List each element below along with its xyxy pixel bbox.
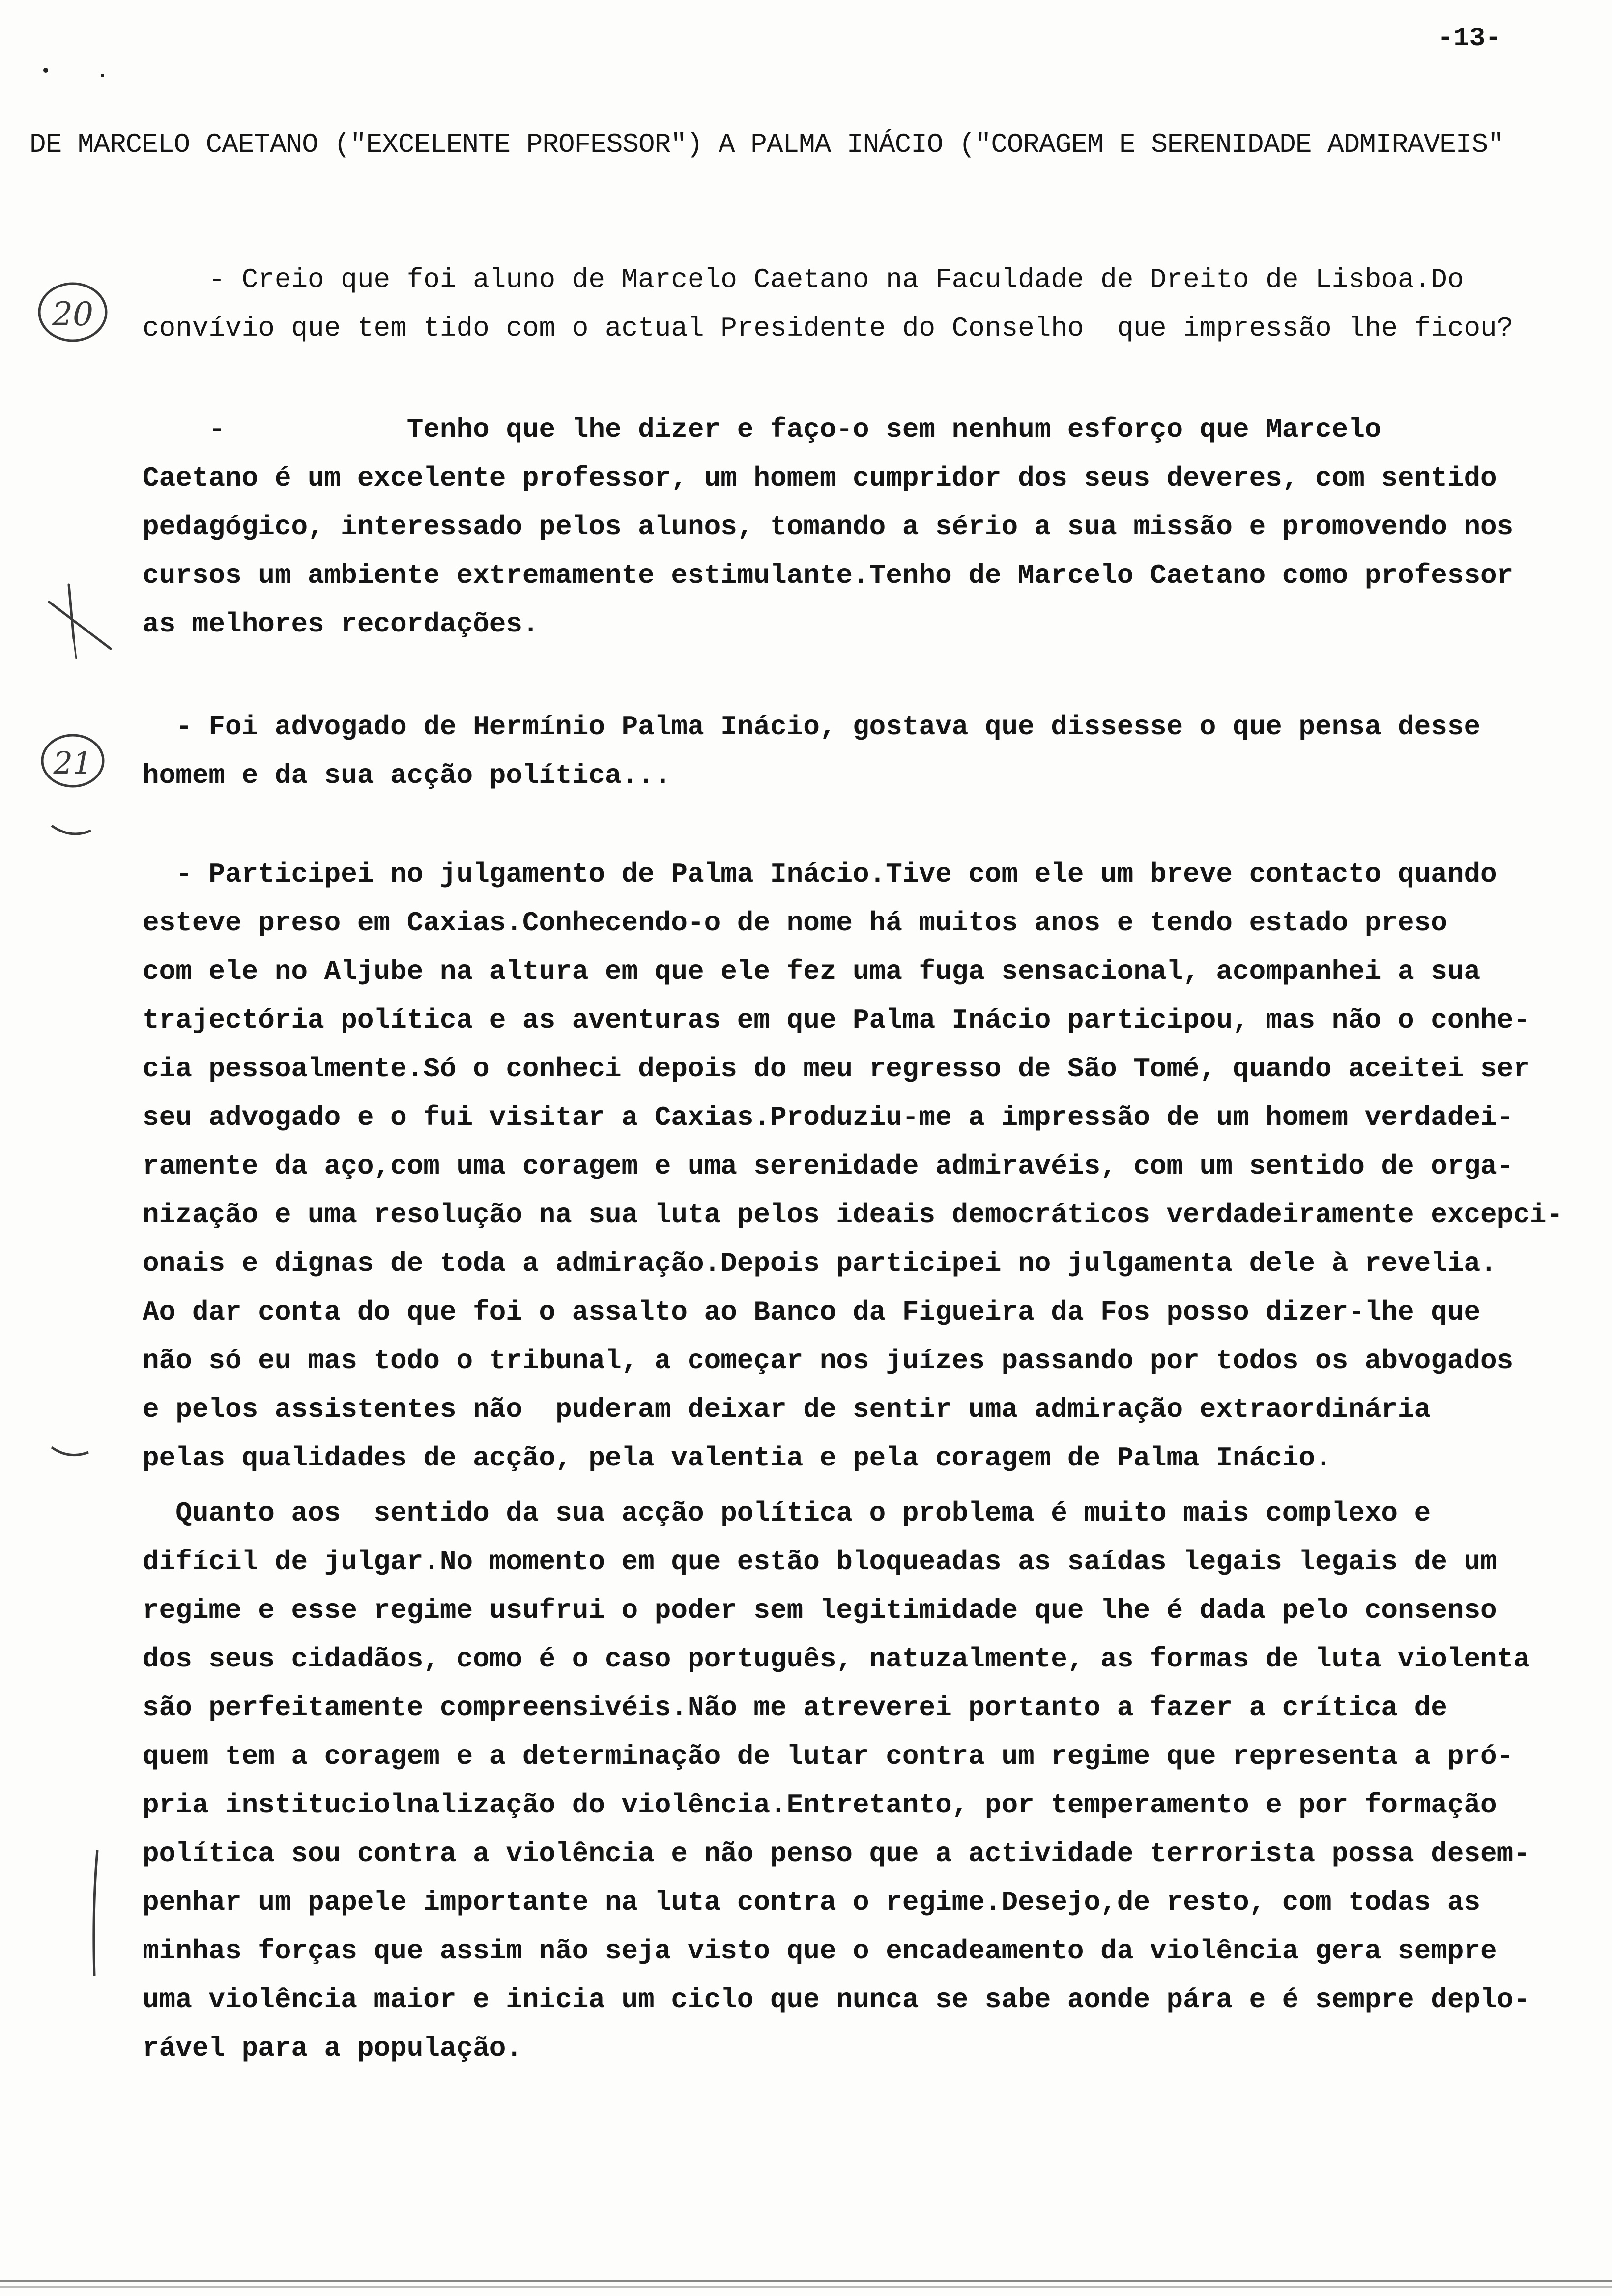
margin-circle-21	[42, 735, 103, 786]
margin-vertical-line	[94, 1850, 97, 1976]
margin-tick-2	[52, 1447, 88, 1455]
document-heading: DE MARCELO CAETANO ("EXCELENTE PROFESSOR") A PALMA INÁCIO ("CORAGEM E SERENIDADE ADMIRAVEIS"	[29, 129, 1504, 160]
bottom-edge-line	[0, 2286, 1612, 2288]
paper-speck	[43, 68, 48, 73]
margin-note-21: 21	[53, 745, 92, 781]
margin-cross-mark	[49, 585, 111, 659]
question-2: - Foi advogado de Hermínio Palma Inácio, gostava que dissesse o que pensa desse homem e da sua acção política...	[143, 711, 1481, 791]
margin-note-20: 20	[52, 295, 93, 333]
answer-2: - Participei no julgamento de Palma Inácio.Tive com ele um breve contacto quando esteve preso em Caxias.Conhecendo-o de nome há muitos anos e tendo estado preso com ele no Aljube na altura em que ele fez uma fuga sensacional, acompanhei a sua trajectória política e as aventuras em que Palma Inácio participou, mas não o conhe- cia pessoalmente.Só o conheci depois do meu regresso de São Tomé, quando aceitei ser seu advogado e o fui visitar a Caxias.Produziu-me a impressão de um homem verdadei- ramente da aço,com uma coragem e uma serenidade admiravéis, com um sentido de orga- nização e uma resolução na sua luta pelos ideais democráticos verdadeiramente excepci- onais e dignas de toda a admiração.Depois participei no julgamenta dele à revelia. Ao dar conta do que foi o assalto ao Banco da Figueira da Fos posso dizer-lhe que não só eu mas todo o tribunal, a começar nos juízes passando por todos os abvogados e pelos assistentes não puderam deixar de sentir uma admiração extraordinária pelas qualidades de acção, pela valentia e pela coragem de Palma Inácio.	[143, 859, 1563, 1474]
page-number: -13-	[1438, 24, 1501, 54]
paper-speck	[101, 74, 104, 77]
margin-circle-20	[39, 284, 106, 341]
bottom-edge-line	[0, 2280, 1612, 2282]
question-1: - Creio que foi aluno de Marcelo Caetano na Faculdade de Dreito de Lisboa.Do convívio que tem tido com o actual Presidente do Conselho que impressão lhe ficou?	[143, 264, 1514, 344]
margin-tick-1	[52, 826, 91, 834]
answer-2-continued: Quanto aos sentido da sua acção política o problema é muito mais complexo e difícil de julgar.No momento em que estão bloqueadas as saídas legais legais de um regime e esse regime usufrui o poder sem legitimidade que lhe é dada pelo consenso dos seus cidadãos, como é o caso português, natuzalmente, as formas de luta violenta são perfeitamente compreensivéis.Não me atreverei portanto a fazer a crítica de quem tem a coragem e a determinação de lutar contra um regime que representa a pró- pria instituciolnalização do violência.Entretanto, por temperamento e por formação política sou contra a violência e não penso que a actividade terrorista possa desem- penhar um papele importante na luta contra o regime.Desejo,de resto, com todas as minhas forças que assim não seja visto que o encadeamento da violência gera sempre uma violência maior e inicia um ciclo que nunca se sabe aonde pára e é sempre deplo- rável para a população.	[143, 1497, 1530, 2064]
answer-1: - Tenho que lhe dizer e faço-o sem nenhum esforço que Marcelo Caetano é um excelente professor, um homem cumpridor dos seus deveres, com sentido pedagógico, interessado pelos alunos, tomando a sério a sua missão e promovendo nos cursos um ambiente extremamente estimulante.Tenho de Marcelo Caetano como professor as melhores recordações.	[143, 414, 1514, 640]
